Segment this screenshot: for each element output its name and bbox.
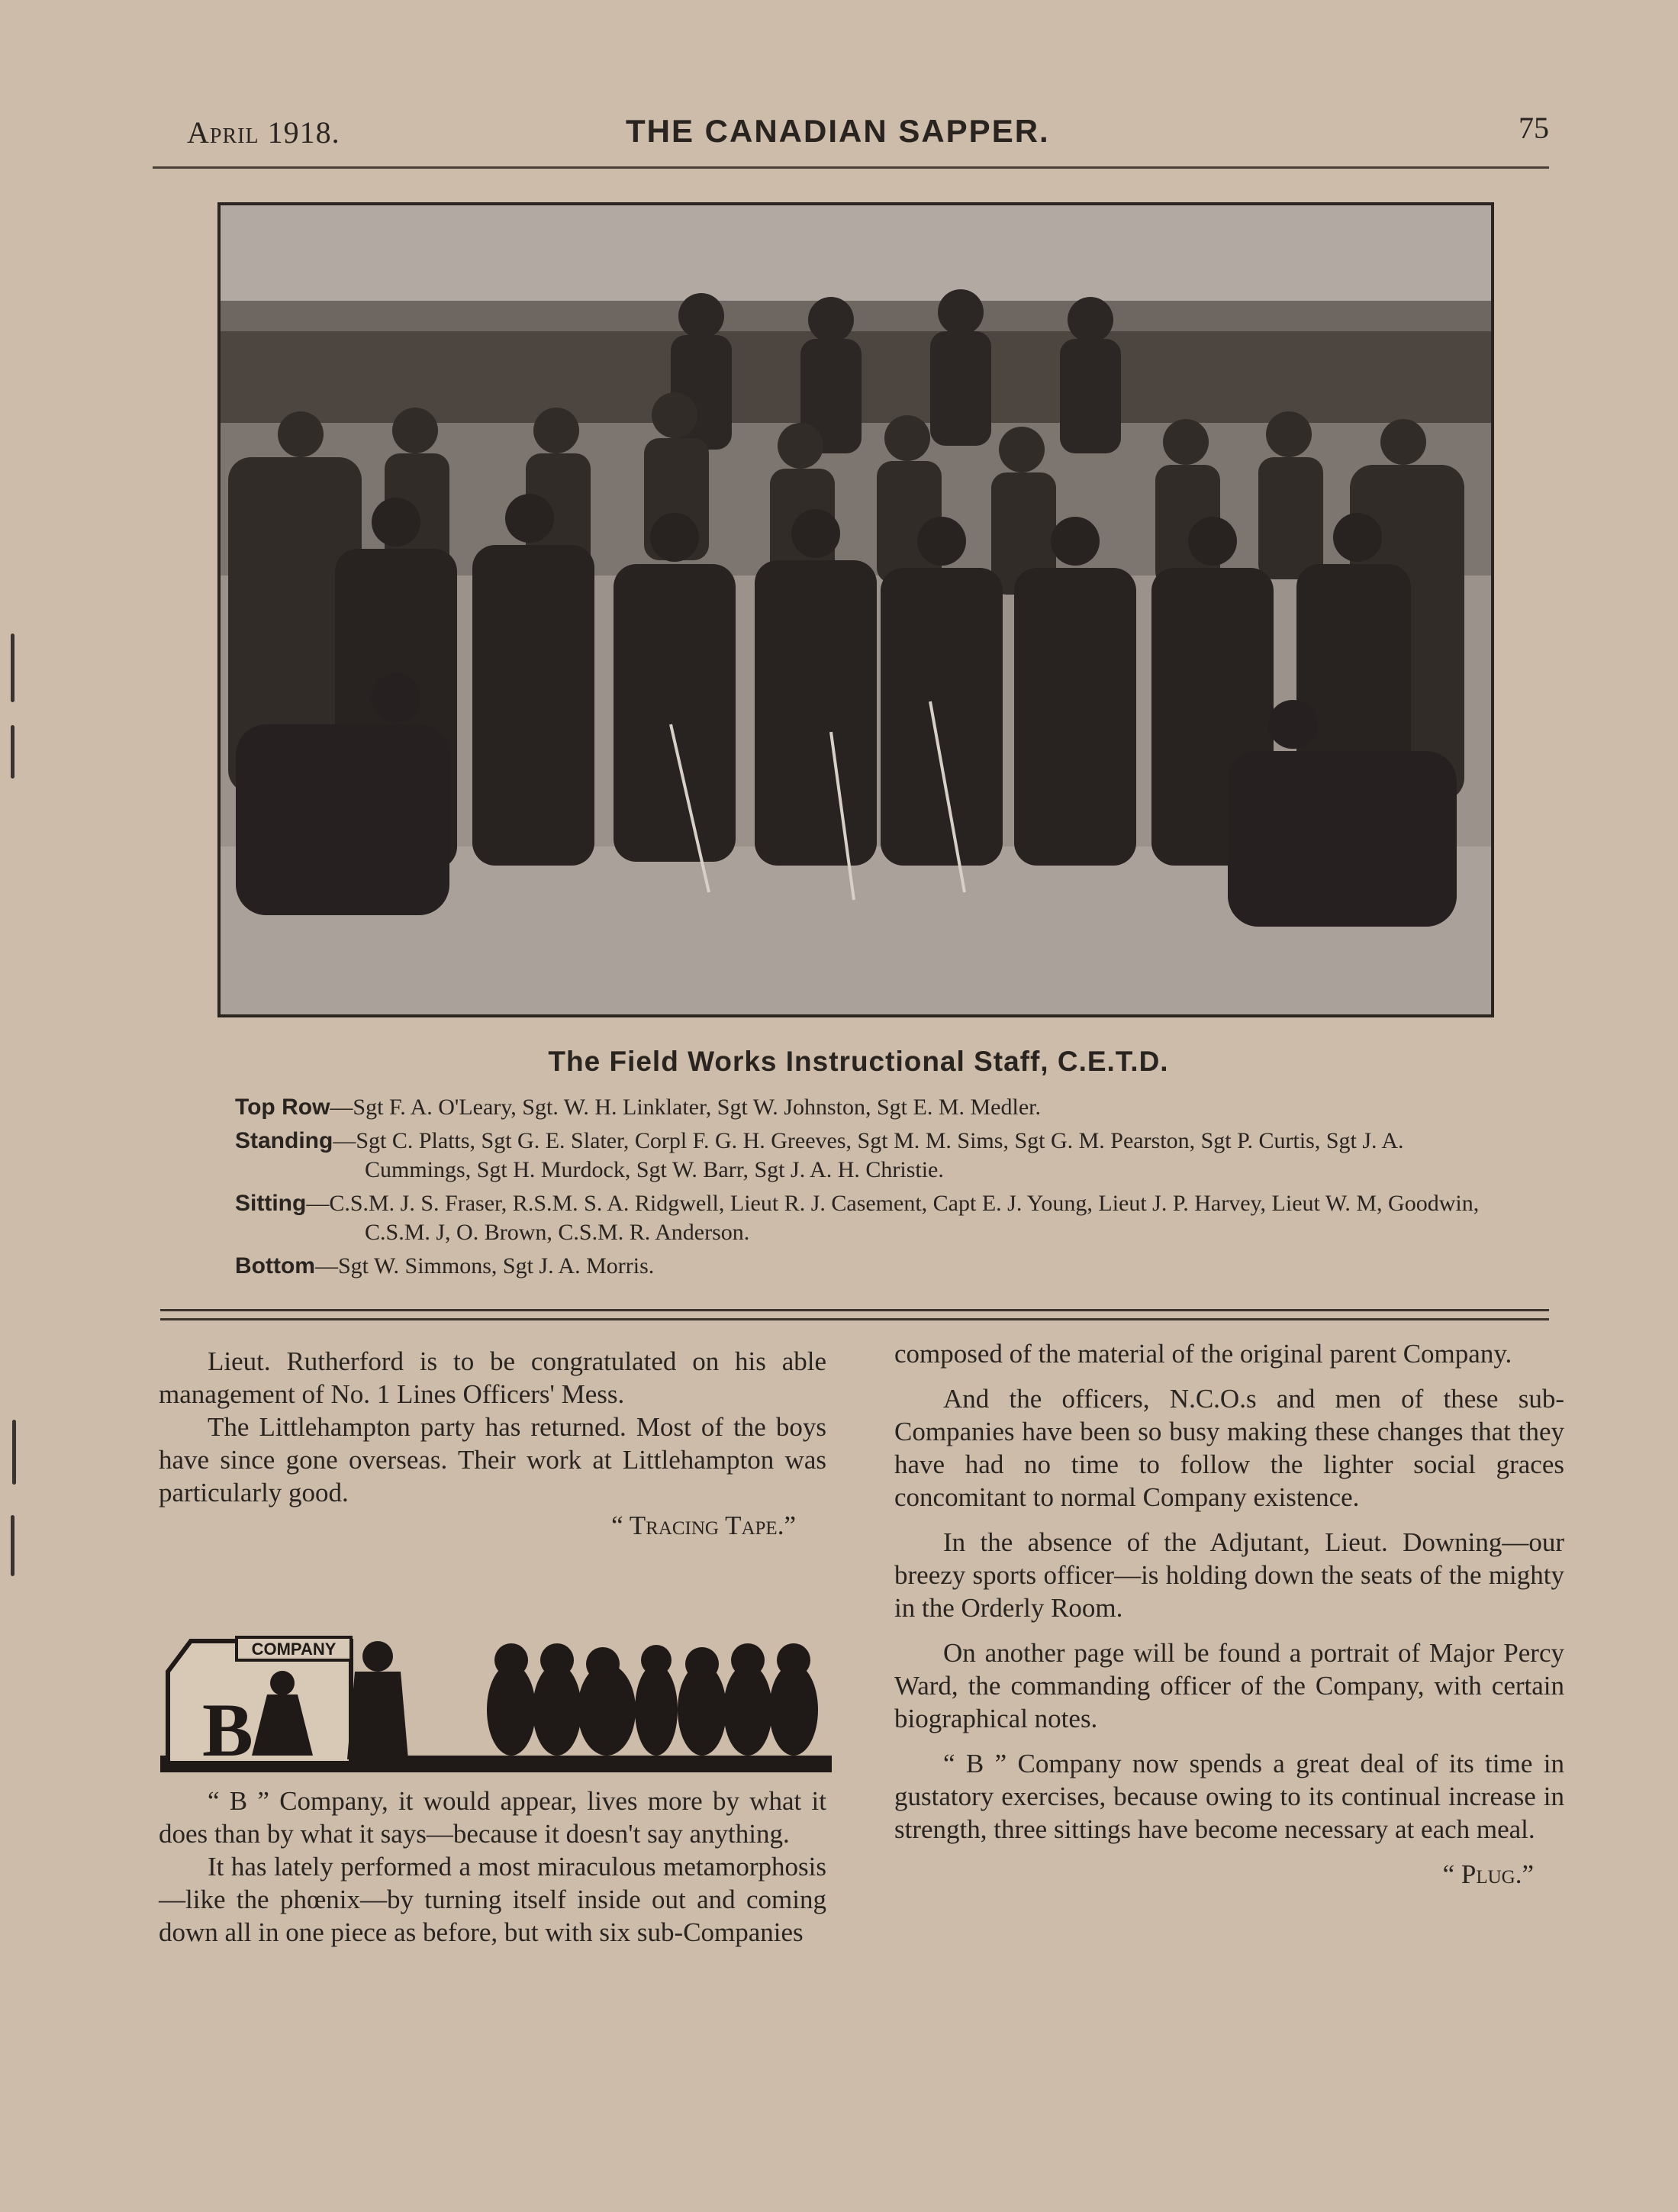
section-divider [160,1318,1549,1320]
page-header [153,107,1549,153]
paragraph: And the officers, N.C.O.s and men of these sub-Companies have been so busy making these changes that they have had no time to follow the lighter social graces concomitant to normal Company existence. [894,1384,1564,1512]
roster-names: —Sgt C. Platts, Sgt G. E. Slater, Corpl F. G. H. Greeves, Sgt M. M. Sims, Sgt G. M. Pearston, Sgt P. Curtis, Sgt J. A. Cummings, Sgt H. Murdock, Sgt W. Barr, Sgt J. A. H. Christie. [333,1128,1404,1182]
photo-illustration [221,205,1491,1014]
cartoon-letter: B [202,1688,253,1772]
staff-roster [235,1093,1486,1285]
paragraph: “ B ” Company, it would appear, lives more by what it does than by what it says—because it doesn't say anything. [159,1786,826,1849]
paragraph: In the absence of the Adjutant, Lieut. Downing—our breezy sports officer—is holding down the seats of the mighty in the Orderly Room. [894,1527,1564,1623]
right-column [894,1337,1564,1903]
roster-row [235,1189,1486,1247]
staple-mark [11,725,14,779]
magazine-title: THE CANADIAN SAPPER. [626,113,1050,149]
paragraph: composed of the material of the original parent Company. [894,1339,1512,1369]
paragraph: It has lately performed a most miraculous metamorphosis—like the phœnix—by turning itself inside out and coming down all in one piece as before, but with six sub-Companies [159,1852,826,1947]
company-cartoon [160,1626,832,1775]
staple-mark [11,634,14,702]
cartoon-sign-text: COMPANY [251,1640,337,1659]
paragraph: Lieut. Rutherford is to be congratulated on his able management of No. 1 Lines Officers' Mess. [159,1346,826,1409]
issue-date: April 1918. [187,115,340,150]
paragraph: The Littlehampton party has returned. Most of the boys have since gone overseas. Their work at Littlehampton was particularly good. [159,1412,826,1507]
roster-row [235,1093,1486,1122]
roster-row [235,1252,1486,1281]
roster-names: —Sgt W. Simmons, Sgt J. A. Morris. [314,1253,655,1279]
roster-label: Top Row [235,1095,330,1120]
cartoon-illustration [160,1626,832,1775]
left-column-lower [159,1785,826,1949]
page-number: 75 [1519,111,1549,145]
author-signature: “ Tracing Tape.” [611,1511,796,1540]
roster-names: —Sgt F. A. O'Leary, Sgt. W. H. Linklater, Sgt W. Johnston, Sgt E. M. Medler. [330,1095,1041,1120]
header-rule [153,166,1549,169]
author-signature: “ Plug.” [1442,1859,1534,1889]
roster-label: Sitting [235,1191,307,1216]
roster-label: Bottom [235,1253,315,1279]
staple-mark [12,1420,16,1485]
paragraph: On another page will be found a portrait of Major Percy Ward, the commanding officer of the Company, with certain biographical notes. [894,1638,1564,1733]
roster-row [235,1127,1486,1185]
roster-names: —C.S.M. J. S. Fraser, R.S.M. S. A. Ridgwell, Lieut R. J. Casement, Capt E. J. Young, Lieut J. P. Harvey, Lieut W. M, Goodwin, C.S.M. J, O. Brown, C.S.M. R. Anderson. [306,1191,1480,1245]
photo-caption [229,1046,1488,1078]
roster-label: Standing [235,1128,333,1153]
caption-title: The Field Works Instructional Staff, C.E.T.D. [548,1046,1169,1077]
staple-mark [11,1515,14,1576]
left-column [159,1345,826,1542]
section-divider [160,1309,1549,1311]
paragraph: “ B ” Company now spends a great deal of its time in gustatory exercises, because owing to its continual increase in strength, three sittings have become necessary at each meal. [894,1749,1564,1844]
group-photograph [217,202,1494,1017]
